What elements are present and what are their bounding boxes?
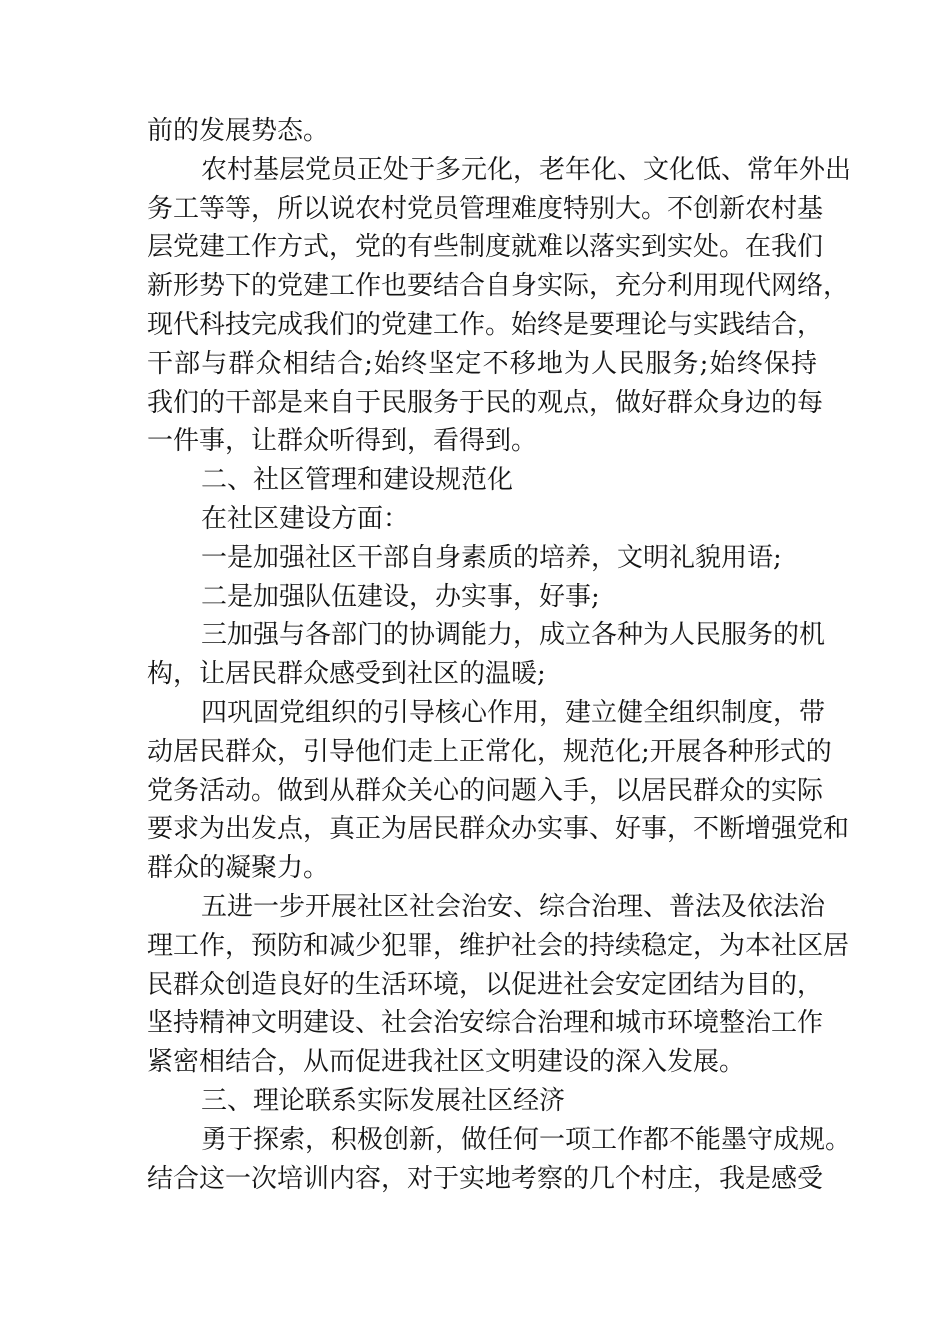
text-line: 四巩固党组织的引导核心作用，建立健全组织制度，带	[201, 697, 826, 728]
text-line: 我们的干部是来自于民服务于民的观点，做好群众身边的每	[147, 387, 824, 418]
text-line: 新形势下的党建工作也要结合自身实际，充分利用现代网络，	[147, 271, 850, 302]
text-line: 紧密相结合，从而促进我社区文明建设的深入发展。	[147, 1047, 746, 1078]
document-body	[147, 112, 852, 1198]
text-line: 现代科技完成我们的党建工作。始终是要理论与实践结合，	[147, 309, 824, 340]
text-line: 勇于探索，积极创新，做任何一项工作都不能墨守成规。	[201, 1124, 852, 1155]
text-line: 层党建工作方式，党的有些制度就难以落实到实处。在我们	[147, 232, 824, 263]
text-line: 一件事，让群众听得到，看得到。	[147, 426, 538, 457]
text-line: 二是加强队伍建设，办实事，好事;	[201, 581, 600, 612]
text-line: 前的发展势态。	[147, 116, 330, 146]
text-line: 一是加强社区干部自身素质的培养，文明礼貌用语;	[201, 542, 782, 573]
text-line: 党务活动。做到从群众关心的问题入手，以居民群众的实际	[147, 775, 824, 806]
text-line: 坚持精神文明建设、社会治安综合治理和城市环境整治工作	[147, 1008, 824, 1039]
text-line: 动居民群众，引导他们走上正常化，规范化;开展各种形式的	[147, 736, 832, 767]
text-line: 农村基层党员正处于多元化，老年化、文化低、常年外出	[201, 154, 852, 185]
text-line: 三加强与各部门的协调能力，成立各种为人民服务的机	[201, 620, 826, 651]
text-line: 在社区建设方面：	[201, 503, 410, 534]
text-line: 民群众创造良好的生活环境，以促进社会安定团结为目的，	[147, 969, 824, 1000]
text-line: 三、理论联系实际发展社区经济	[201, 1085, 566, 1116]
text-line: 二、社区管理和建设规范化	[201, 465, 514, 496]
text-line: 理工作，预防和减少犯罪，维护社会的持续稳定，为本社区居	[147, 930, 850, 961]
text-line: 构，让居民群众感受到社区的温暖;	[147, 659, 546, 690]
text-line: 五进一步开展社区社会治安、综合治理、普法及依法治	[201, 891, 826, 922]
text-line: 要求为出发点，真正为居民群众办实事、好事，不断增强党和	[147, 814, 850, 845]
text-line: 结合这一次培训内容，对于实地考察的几个村庄，我是感受	[147, 1163, 824, 1194]
text-line: 务工等等，所以说农村党员管理难度特别大。不创新农村基	[147, 193, 824, 224]
text-line: 干部与群众相结合;始终坚定不移地为人民服务;始终保持	[147, 348, 817, 379]
text-line: 群众的凝聚力。	[147, 853, 330, 884]
